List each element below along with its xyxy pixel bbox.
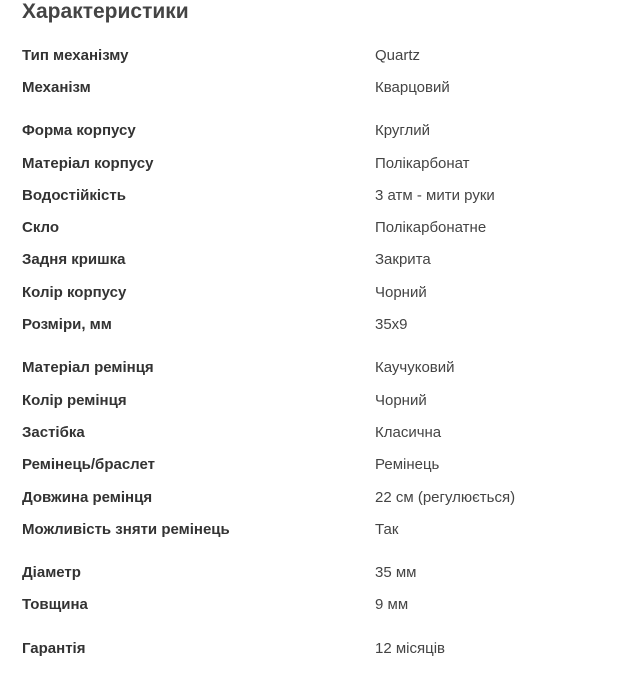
spec-value: 22 см (регулюється) — [375, 488, 516, 506]
spec-value: 35x9 — [375, 316, 408, 334]
spec-label: Довжина ремінця — [22, 488, 153, 506]
spec-row — [22, 589, 622, 621]
spec-value: Ремінець — [375, 456, 440, 474]
spec-label: Розміри, мм — [22, 316, 112, 334]
spec-row — [22, 115, 622, 147]
spec-row — [22, 513, 622, 545]
spec-label: Задня кришка — [22, 251, 126, 269]
spec-group-warranty — [22, 632, 622, 664]
spec-row — [22, 352, 622, 384]
spec-value: 35 мм — [375, 564, 417, 582]
spec-label: Гарантія — [22, 639, 86, 657]
spec-value: Quartz — [375, 46, 421, 64]
spec-row — [22, 632, 622, 664]
spec-group-mechanism — [22, 39, 622, 104]
spec-value: 12 місяців — [375, 639, 446, 657]
spec-group-dimensions — [22, 556, 622, 621]
spec-row — [22, 71, 622, 103]
spec-label: Застібка — [22, 423, 85, 441]
spec-label: Скло — [22, 219, 60, 237]
spec-row — [22, 179, 622, 211]
spec-label: Ремінець/браслет — [22, 456, 155, 474]
spec-value: 9 мм — [375, 596, 409, 614]
spec-row — [22, 39, 622, 71]
spec-row — [22, 556, 622, 588]
spec-group-case — [22, 115, 622, 341]
spec-value: Так — [375, 520, 399, 538]
spec-value: Полікарбонатне — [375, 219, 487, 237]
spec-group-strap — [22, 352, 622, 546]
spec-label: Колір корпусу — [22, 283, 127, 301]
spec-label: Механізм — [22, 78, 91, 96]
spec-row — [22, 244, 622, 276]
spec-value: 3 атм - мити руки — [375, 186, 495, 204]
spec-row — [22, 276, 622, 308]
spec-label: Форма корпусу — [22, 122, 136, 140]
spec-label: Товщина — [22, 596, 88, 614]
spec-label: Водостійкість — [22, 186, 126, 204]
spec-value: Круглий — [375, 122, 431, 140]
spec-label: Можливість зняти ремінець — [22, 520, 230, 538]
spec-value: Класична — [375, 423, 442, 441]
spec-row — [22, 211, 622, 243]
spec-label: Матеріал корпусу — [22, 154, 154, 172]
spec-label: Колір ремінця — [22, 391, 127, 409]
spec-value: Каучуковий — [375, 359, 455, 377]
spec-row — [22, 416, 622, 448]
spec-row — [22, 308, 622, 340]
spec-value: Полікарбонат — [375, 154, 470, 172]
spec-label: Тип механізму — [22, 46, 129, 64]
spec-label: Матеріал ремінця — [22, 359, 154, 377]
spec-value: Чорний — [375, 391, 427, 409]
spec-row — [22, 481, 622, 513]
section-title: Характеристики — [22, 0, 189, 23]
spec-value: Кварцовий — [375, 78, 450, 96]
spec-row — [22, 384, 622, 416]
spec-label: Діаметр — [22, 564, 81, 582]
specs-table — [22, 39, 622, 664]
spec-row — [22, 147, 622, 179]
spec-value: Закрита — [375, 251, 431, 269]
spec-row — [22, 449, 622, 481]
spec-value: Чорний — [375, 283, 427, 301]
